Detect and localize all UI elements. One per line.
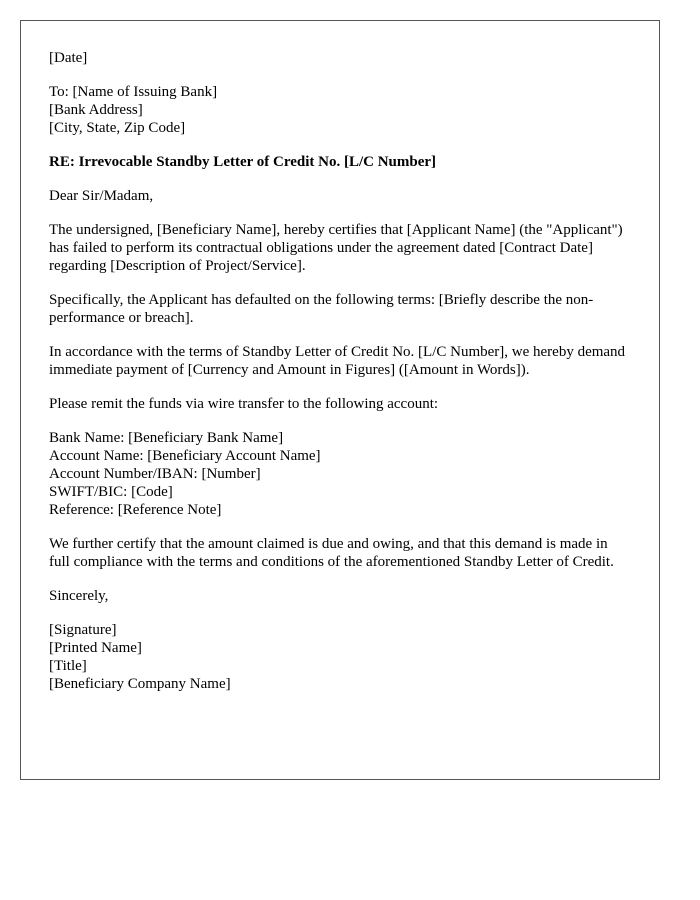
account-details — [49, 429, 631, 519]
closing-text: Sincerely, — [49, 588, 109, 604]
account-swift: SWIFT/BIC: [Code] — [49, 484, 173, 500]
subject-text: RE: Irrevocable Standby Letter of Credit No. [L/C Number] — [49, 154, 437, 170]
recipient-bank-address: [Bank Address] — [49, 102, 143, 118]
account-bank-name: Bank Name: [Beneficiary Bank Name] — [49, 430, 284, 446]
subject-line — [49, 153, 631, 171]
printed-name: [Printed Name] — [49, 640, 142, 656]
compliance-paragraph: We further certify that the amount claimed is due and owing, and that this demand is made in full compliance with the terms and conditions of the aforementioned Standby Letter of Credit. — [49, 536, 614, 570]
salutation-text: Dear Sir/Madam, — [49, 188, 154, 204]
date-text: [Date] — [49, 50, 88, 66]
recipient-bank-name: To: [Name of Issuing Bank] — [49, 84, 218, 100]
closing — [49, 587, 631, 605]
account-number: Account Number/IBAN: [Number] — [49, 466, 261, 482]
recipient-city-state-zip: [City, State, Zip Code] — [49, 120, 186, 136]
company-name: [Beneficiary Company Name] — [49, 676, 231, 692]
account-reference: Reference: [Reference Note] — [49, 502, 222, 518]
remittance-paragraph: Please remit the funds via wire transfer to the following account: — [49, 396, 439, 412]
account-name: Account Name: [Beneficiary Account Name] — [49, 448, 321, 464]
salutation — [49, 187, 631, 205]
recipient-block — [49, 83, 631, 137]
demand-paragraph: In accordance with the terms of Standby Letter of Credit No. [L/C Number], we hereby demand immediate payment of [Currency and Amount in Figures] ([Amount in Words]). — [49, 344, 626, 378]
default-paragraph: Specifically, the Applicant has defaulted on the following terms: [Briefly describe the non-performance or breach]. — [49, 292, 594, 326]
signature-block — [49, 621, 631, 693]
signer-title: [Title] — [49, 658, 87, 674]
letter-page — [20, 20, 660, 780]
certification-paragraph: The undersigned, [Beneficiary Name], hereby certifies that [Applicant Name] (the "Applicant") has failed to perform its contractual obligations under the agreement dated [Contract Date] regarding [Description of Project/Service]. — [49, 222, 623, 274]
date-line — [49, 49, 631, 67]
signature-line: [Signature] — [49, 622, 117, 638]
